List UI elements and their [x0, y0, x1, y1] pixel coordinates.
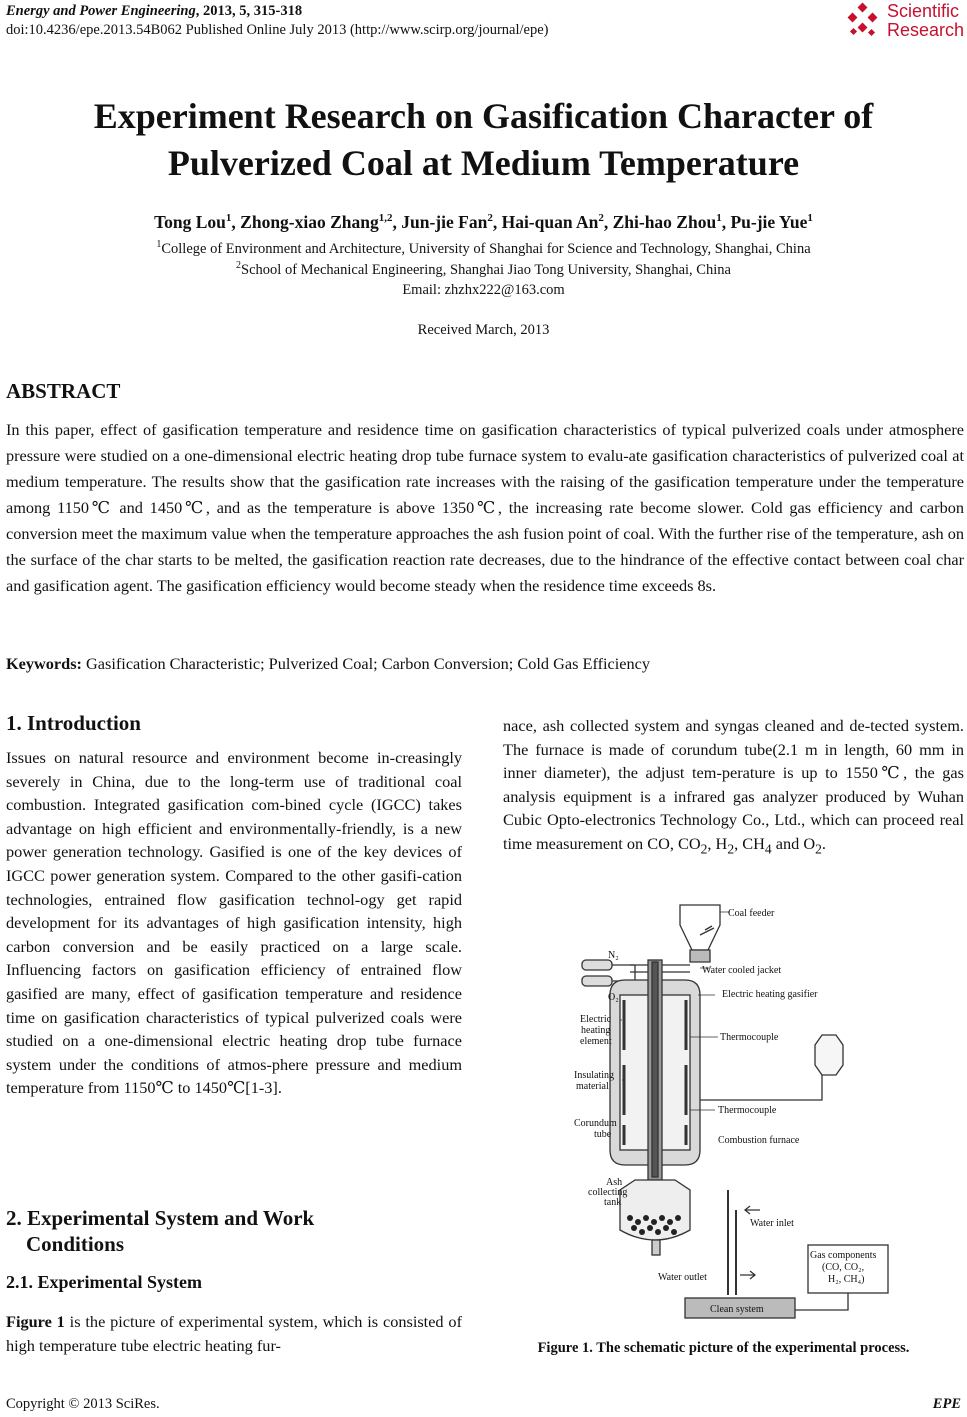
journal-name: Energy and Power Engineering	[6, 3, 196, 19]
figure-caption: Figure 1. The schematic picture of the experimental process.	[537, 1340, 910, 1356]
svg-text:O₂: O₂	[608, 992, 619, 1003]
figure-ref-link[interactable]: Figure 1	[6, 1312, 65, 1331]
section-2-heading: 2. Experimental System and Work Conditions	[6, 1206, 315, 1256]
footer-copyright: Copyright © 2013 SciRes.	[6, 1396, 160, 1412]
svg-text:collecting: collecting	[588, 1187, 628, 1198]
affiliation-1: $^1$College of Environment and Architecture, University of Shanghai for Science and Technology, Shanghai, China	[156, 239, 811, 257]
svg-text:Gas components: Gas components	[810, 1250, 877, 1261]
section-2-1-heading: 2.1. Experimental System	[6, 1272, 202, 1292]
received-date: Received March, 2013	[417, 322, 550, 338]
logo-mark-icon	[845, 2, 885, 42]
svg-text:tube: tube	[594, 1129, 612, 1140]
publisher-logo	[845, 2, 965, 42]
svg-text:(CO, CO₂,: (CO, CO₂,	[822, 1262, 865, 1273]
svg-text:Combustion furnace: Combustion furnace	[718, 1135, 800, 1146]
abstract-text: In this paper, effect of gasification temperature and residence time on gasification characteristics of typical pulverized coals under atmosphere pressure were studied on a one-dimensional electric heating drop tube furnace system to evalu-ate gasification characteristics of pulverized coal at medium temperature. The results show that the gasification rate increases with the raising of the gasification temperature under the temperature among 1150℃ and 1450℃, and as the temperature is above 1350℃, the increasing rate become slower. Cold gas efficiency and carbon conversion meet the maximum value when the temperature approaches the ash fusion point of coal. With the further rise of the temperature, ash on the surface of the char starts to be melted, the gasification reaction rate decreases, due to the hindrance of the effective contact between coal char and gasification agent. The gasification efficiency would become steady when the residence time exceeds 8s.	[6, 420, 964, 595]
svg-text:Clean system: Clean system	[710, 1304, 764, 1315]
author-email[interactable]: Email: zhzhx222@163.com	[402, 282, 565, 298]
svg-text:heating: heating	[581, 1025, 611, 1036]
svg-text:Thermocouple: Thermocouple	[720, 1032, 779, 1043]
svg-text:Water cooled jacket: Water cooled jacket	[702, 965, 782, 976]
svg-text:Water inlet: Water inlet	[750, 1218, 794, 1229]
svg-text:N₂: N₂	[608, 950, 619, 961]
svg-text:Water outlet: Water outlet	[658, 1272, 707, 1283]
paper-title: Experiment Research on Gasification Character of Pulverized Coal at Medium Temperature	[93, 96, 874, 183]
journal-citation: , 2013, 5, 315-318	[195, 3, 303, 19]
author-list: Tong Lou$^1$, Zhong-xiao Zhang$^{1,2}$, Jun-jie Fan$^2$, Hai-quan An$^2$, Zhi-hao Zhou$^1$, Pu-jie Yue$^1$	[154, 212, 813, 232]
svg-text:H₂, CH₄): H₂, CH₄)	[828, 1274, 865, 1285]
svg-text:Electric heating gasifier: Electric heating gasifier	[722, 989, 818, 1000]
logo-text: Scientific Research	[887, 1, 965, 40]
coal-feeder-shape	[680, 905, 720, 950]
journal-header	[6, 2, 549, 40]
section-1-heading: 1. Introduction	[6, 711, 141, 735]
svg-text:material: material	[576, 1081, 609, 1092]
experimental-system-figure	[560, 900, 905, 1330]
section-2-1-text-continued: nace, ash collected system and syngas cleaned and de-tected system. The furnace is made of corundum tube(2.1 m in length, 60 mm in inner diameter), the adjust tem-perature is up to 1550℃, the gas analysis equipment is a infrared gas analyzer produced by Wuhan Cubic Opto-electronics Technology Co., Ltd., which can proceed real time measurement on CO, $CO_2$, $H_2$, $CH_4$ and $O_2$.	[503, 716, 964, 857]
svg-text:tank: tank	[604, 1197, 622, 1208]
svg-text:Ash: Ash	[606, 1177, 623, 1188]
svg-text:Electric: Electric	[580, 1014, 612, 1025]
svg-text:element: element	[580, 1036, 612, 1047]
svg-text:Coal feeder: Coal feeder	[728, 908, 775, 919]
svg-text:Insulating: Insulating	[574, 1070, 614, 1081]
section-1-text: Issues on natural resource and environment become in-creasingly severely in China, due to the long-term use of traditional coal combustion. Integrated gasification com-bined cycle (IGCC) takes advantage on high efficient and environmentally-friendly, is a new power generation technology. Gasified is one of the key devices of IGCC power generation system. Compared to the other gasifi-cation technologies, entrained flow gasification technol-ogy get rapid development for its advantages of high gasification intensity, high carbon conversion and be easily practiced on a large scale. Influencing factors on gasification efficiency of entrained flow gasified are many, effect of gasification temperature and residence time on gasification characteristics of typical pulverized coals were studied on a one-dimensional electric heating drop tube furnace system under the conditions of atmos-phere pressure and medium temperature from 1150℃ to 1450℃[1-3].	[6, 748, 462, 1098]
svg-text:Thermocouple: Thermocouple	[718, 1105, 777, 1116]
footer-journal: EPE	[932, 1396, 961, 1412]
section-2-1-text: Figure 1 is the picture of experimental system, which is consisted of high temperature tube electric heating fur-	[6, 1312, 462, 1355]
affiliation-2: $^2$School of Mechanical Engineering, Shanghai Jiao Tong University, Shanghai, China	[236, 260, 731, 278]
svg-text:Corundum: Corundum	[574, 1118, 617, 1129]
keywords: Keywords: Gasification Characteristic; Pulverized Coal; Carbon Conversion; Cold Gas Efficiency	[6, 654, 651, 673]
abstract-heading: ABSTRACT	[6, 379, 121, 403]
doi-line: doi:10.4236/epe.2013.54B062 Published Online July 2013 (http://www.scirp.org/journal/epe)	[6, 22, 549, 38]
